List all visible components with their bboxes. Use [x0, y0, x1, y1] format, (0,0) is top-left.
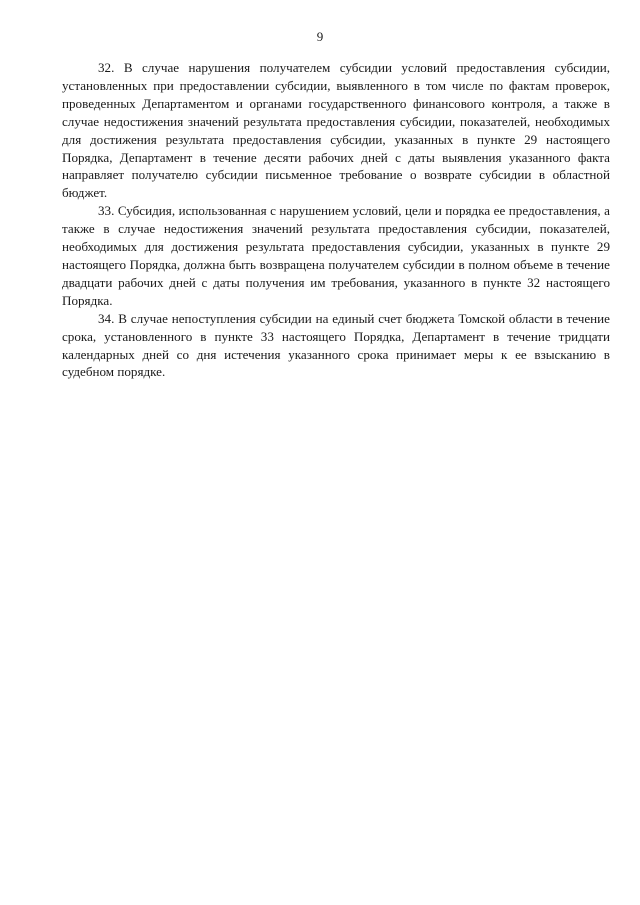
paragraph-32: 32. В случае нарушения получателем субсидии условий предоставления субсидии, установленных при предоставлении субсидии, выявленного в том числе по фактам проверок, проведенных Департаментом и органами государственного финансового контроля, а также в случае недостижения значений результата предоставления субсидии, показателей, необходимых для достижения результата предоставления субсидии, указанных в пункте 29 настоящего Порядка, Департамент в течение десяти рабочих дней с даты выявления указанного факта направляет получателю субсидии письменное требование о возврате субсидии в областной бюджет. — [62, 60, 610, 201]
paragraph-34: 34. В случае непоступления субсидии на единый счет бюджета Томской области в течение срока, установленного в пункте 33 настоящего Порядка, Департамент в течение тридцати календарных дней со дня истечения указанного срока принимает меры к ее взысканию в судебном порядке. — [62, 310, 610, 380]
paragraph-33: 33. Субсидия, использованная с нарушением условий, цели и порядка ее предоставления, а также в случае недостижения значений результата предоставления субсидии, показателей, необходимых для достижения результата предоставления субсидии, указанных в пункте 29 настоящего Порядка, должна быть возвращена получателем субсидии в полном объеме в течение двадцати рабочих дней с даты получения им требования, указанного в пункте 32 настоящего Порядка. — [62, 203, 610, 308]
page-number: 9 — [316, 29, 324, 44]
document-body — [62, 59, 610, 381]
